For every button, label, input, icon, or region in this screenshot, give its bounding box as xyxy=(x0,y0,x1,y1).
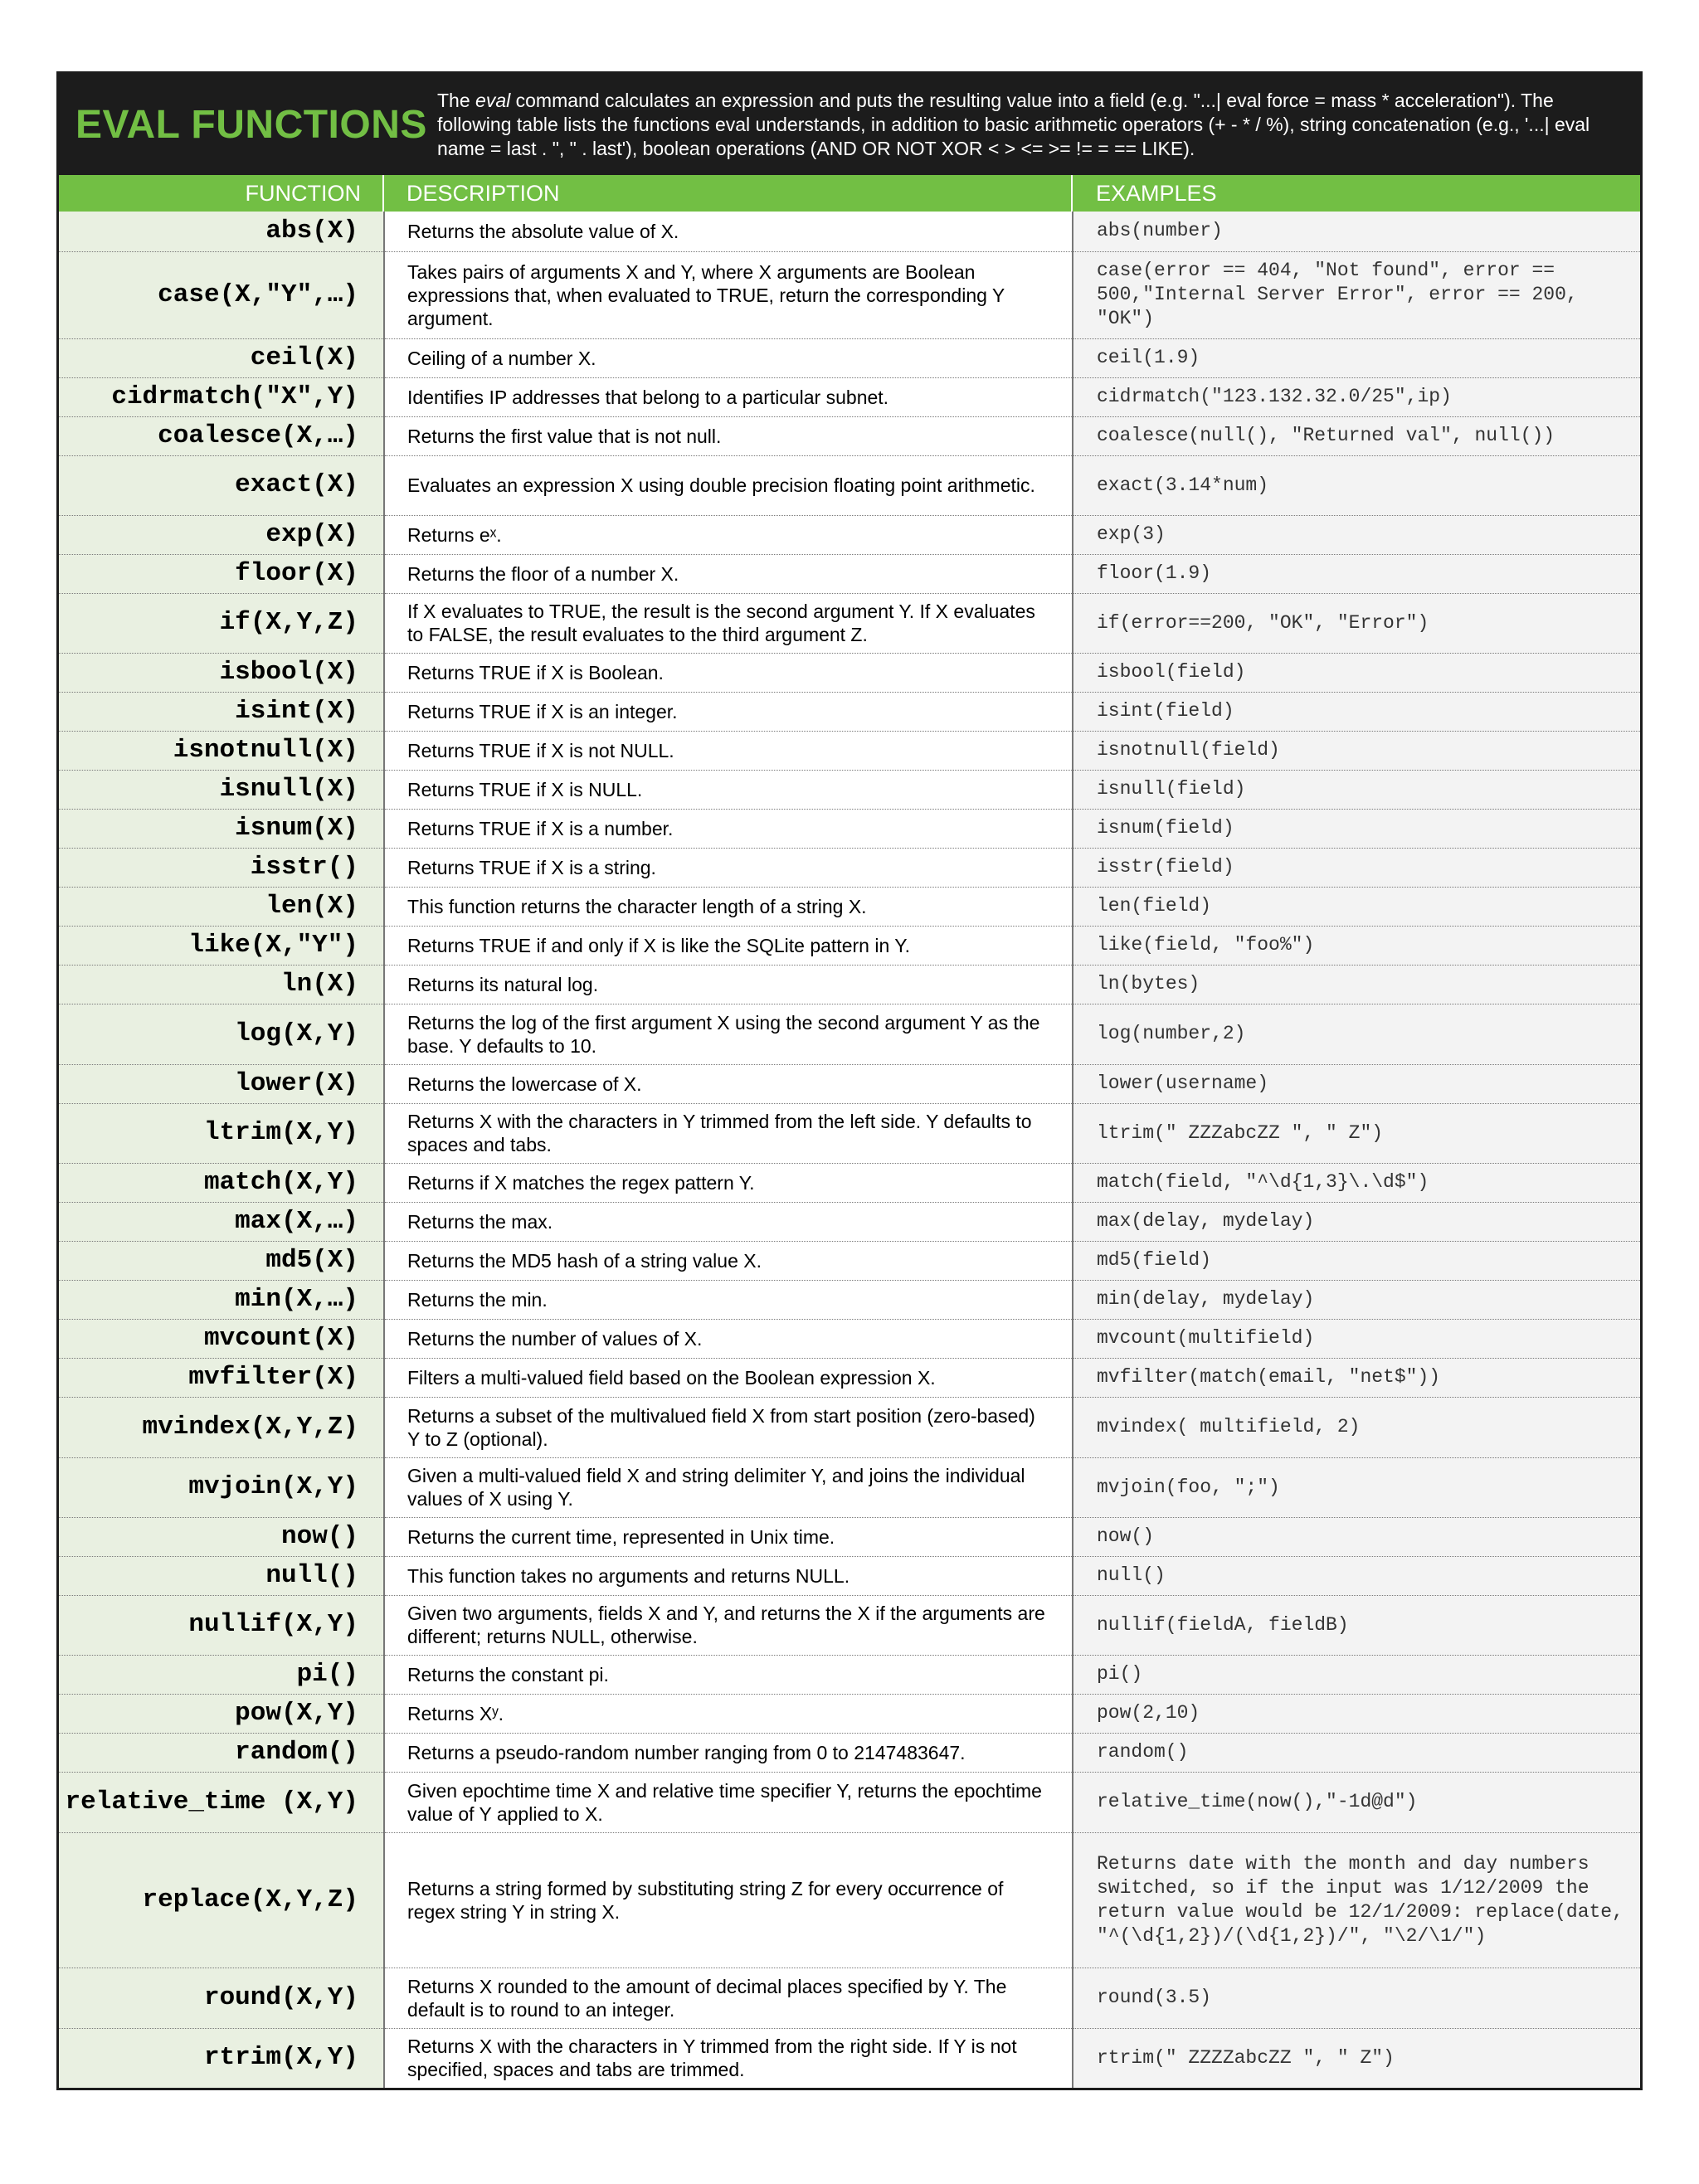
function-cell: min(X,…) xyxy=(59,1280,384,1319)
description-cell: Returns a string formed by substituting string Z for every occurrence of regex string Y in string X. xyxy=(384,1832,1073,1968)
description-cell: This function returns the character length of a string X. xyxy=(384,887,1073,926)
description-cell: Returns the log of the first argument X using the second argument Y as the base. Y defaults to 10. xyxy=(384,1004,1073,1064)
function-cell: exp(X) xyxy=(59,515,384,554)
table-row xyxy=(59,1202,1640,1241)
table-row xyxy=(59,926,1640,965)
column-header-description: DESCRIPTION xyxy=(384,175,1073,212)
table-row xyxy=(59,1163,1640,1202)
table-row xyxy=(59,251,1640,338)
table-row xyxy=(59,1772,1640,1832)
function-cell: case(X,"Y",…) xyxy=(59,251,384,338)
eval-functions-sheet xyxy=(56,71,1643,2090)
table-row xyxy=(59,1655,1640,1694)
function-cell: match(X,Y) xyxy=(59,1163,384,1202)
function-cell: nullif(X,Y) xyxy=(59,1595,384,1655)
example-cell: mvindex( multifield, 2) xyxy=(1073,1397,1640,1457)
example-cell: exp(3) xyxy=(1073,515,1640,554)
function-cell: ceil(X) xyxy=(59,338,384,377)
example-cell: now() xyxy=(1073,1517,1640,1556)
table-row xyxy=(59,692,1640,731)
function-cell: isnum(X) xyxy=(59,809,384,848)
description-cell: Returns the number of values of X. xyxy=(384,1319,1073,1358)
function-cell: md5(X) xyxy=(59,1241,384,1280)
table-row xyxy=(59,1103,1640,1163)
description-cell: Identifies IP addresses that belong to a particular subnet. xyxy=(384,377,1073,416)
description-cell: Returns TRUE if and only if X is like the SQLite pattern in Y. xyxy=(384,926,1073,965)
table-row xyxy=(59,212,1640,251)
table-row xyxy=(59,1004,1640,1064)
description-cell: Returns the MD5 hash of a string value X. xyxy=(384,1241,1073,1280)
example-cell: isint(field) xyxy=(1073,692,1640,731)
example-cell: isnum(field) xyxy=(1073,809,1640,848)
table-row xyxy=(59,1280,1640,1319)
example-cell: random() xyxy=(1073,1733,1640,1772)
function-cell: like(X,"Y") xyxy=(59,926,384,965)
table-row xyxy=(59,1733,1640,1772)
table-row xyxy=(59,515,1640,554)
function-cell: isnotnull(X) xyxy=(59,731,384,770)
intro-pre: The xyxy=(437,89,476,111)
example-cell: isnotnull(field) xyxy=(1073,731,1640,770)
table-row xyxy=(59,1358,1640,1397)
description-cell: Returns a pseudo-random number ranging from 0 to 2147483647. xyxy=(384,1733,1073,1772)
example-cell: relative_time(now(),"-1d@d") xyxy=(1073,1772,1640,1832)
table-row xyxy=(59,554,1640,593)
table-row xyxy=(59,965,1640,1004)
table-row xyxy=(59,653,1640,692)
function-cell: abs(X) xyxy=(59,212,384,251)
function-cell: mvcount(X) xyxy=(59,1319,384,1358)
example-cell: floor(1.9) xyxy=(1073,554,1640,593)
table-row xyxy=(59,1556,1640,1595)
table-row xyxy=(59,593,1640,653)
function-cell: ln(X) xyxy=(59,965,384,1004)
example-cell: ln(bytes) xyxy=(1073,965,1640,1004)
function-cell: isstr() xyxy=(59,848,384,887)
example-cell: null() xyxy=(1073,1556,1640,1595)
intro-em: eval xyxy=(475,89,511,111)
example-cell: ltrim(" ZZZabcZZ ", " Z") xyxy=(1073,1103,1640,1163)
description-cell: Returns if X matches the regex pattern Y. xyxy=(384,1163,1073,1202)
function-cell: len(X) xyxy=(59,887,384,926)
description-cell: Returns the constant pi. xyxy=(384,1655,1073,1694)
function-cell: random() xyxy=(59,1733,384,1772)
example-cell: ceil(1.9) xyxy=(1073,338,1640,377)
example-cell: match(field, "^\d{1,3}\.\d$") xyxy=(1073,1163,1640,1202)
description-cell: Ceiling of a number X. xyxy=(384,338,1073,377)
example-cell: round(3.5) xyxy=(1073,1968,1640,2028)
example-cell: Returns date with the month and day numbers switched, so if the input was 1/12/2009 the return value would be 12/1/2009: replace(date, "^(\d{1,2})/(\d{1,2})/", "\2/\1/") xyxy=(1073,1832,1640,1968)
description-cell: Returns X with the characters in Y trimmed from the left side. Y defaults to spaces and tabs. xyxy=(384,1103,1073,1163)
intro-text xyxy=(437,89,1640,161)
description-cell: Takes pairs of arguments X and Y, where X arguments are Boolean expressions that, when evaluated to TRUE, return the corresponding Y argument. xyxy=(384,251,1073,338)
description-cell: Returns its natural log. xyxy=(384,965,1073,1004)
function-cell: if(X,Y,Z) xyxy=(59,593,384,653)
table-row xyxy=(59,1595,1640,1655)
functions-table xyxy=(59,212,1640,2088)
description-cell: Returns the lowercase of X. xyxy=(384,1064,1073,1103)
function-cell: mvindex(X,Y,Z) xyxy=(59,1397,384,1457)
function-cell: now() xyxy=(59,1517,384,1556)
example-cell: pi() xyxy=(1073,1655,1640,1694)
example-cell: abs(number) xyxy=(1073,212,1640,251)
description-cell: Filters a multi-valued field based on the Boolean expression X. xyxy=(384,1358,1073,1397)
example-cell: mvcount(multifield) xyxy=(1073,1319,1640,1358)
description-cell: This function takes no arguments and returns NULL. xyxy=(384,1556,1073,1595)
example-cell: cidrmatch("123.132.32.0/25",ip) xyxy=(1073,377,1640,416)
function-cell: mvfilter(X) xyxy=(59,1358,384,1397)
example-cell: pow(2,10) xyxy=(1073,1694,1640,1733)
example-cell: isnull(field) xyxy=(1073,770,1640,809)
description-cell: Given epochtime time X and relative time specifier Y, returns the epochtime value of Y applied to X. xyxy=(384,1772,1073,1832)
description-cell: Returns Xʸ. xyxy=(384,1694,1073,1733)
title-bar xyxy=(59,74,1640,175)
table-row xyxy=(59,338,1640,377)
example-cell: rtrim(" ZZZZabcZZ ", " Z") xyxy=(1073,2028,1640,2088)
description-cell: Returns the absolute value of X. xyxy=(384,212,1073,251)
description-cell: Returns TRUE if X is an integer. xyxy=(384,692,1073,731)
table-row xyxy=(59,377,1640,416)
function-cell: relative_time (X,Y) xyxy=(59,1772,384,1832)
example-cell: isbool(field) xyxy=(1073,653,1640,692)
example-cell: mvfilter(match(email, "net$")) xyxy=(1073,1358,1640,1397)
description-cell: Returns the min. xyxy=(384,1280,1073,1319)
example-cell: case(error == 404, "Not found", error == 500,"Internal Server Error", error == 200, "OK") xyxy=(1073,251,1640,338)
example-cell: if(error==200, "OK", "Error") xyxy=(1073,593,1640,653)
example-cell: isstr(field) xyxy=(1073,848,1640,887)
table-row xyxy=(59,416,1640,455)
column-header-examples: EXAMPLES xyxy=(1096,180,1217,206)
function-cell: round(X,Y) xyxy=(59,1968,384,2028)
example-cell: lower(username) xyxy=(1073,1064,1640,1103)
example-cell: mvjoin(foo, ";") xyxy=(1073,1457,1640,1517)
description-cell: Returns X rounded to the amount of decimal places specified by Y. The default is to round to an integer. xyxy=(384,1968,1073,2028)
description-cell: Evaluates an expression X using double precision floating point arithmetic. xyxy=(384,455,1073,515)
table-row xyxy=(59,455,1640,515)
description-cell: Returns the first value that is not null. xyxy=(384,416,1073,455)
table-row xyxy=(59,1517,1640,1556)
example-cell: exact(3.14*num) xyxy=(1073,455,1640,515)
function-cell: exact(X) xyxy=(59,455,384,515)
table-row xyxy=(59,1832,1640,1968)
example-cell: max(delay, mydelay) xyxy=(1073,1202,1640,1241)
description-cell: Returns TRUE if X is a string. xyxy=(384,848,1073,887)
table-row xyxy=(59,809,1640,848)
description-cell: Returns eˣ. xyxy=(384,515,1073,554)
description-cell: Given two arguments, fields X and Y, and returns the X if the arguments are different; returns NULL, otherwise. xyxy=(384,1595,1073,1655)
example-cell: nullif(fieldA, fieldB) xyxy=(1073,1595,1640,1655)
column-header-function: FUNCTION xyxy=(59,175,384,212)
example-cell: coalesce(null(), "Returned val", null()) xyxy=(1073,416,1640,455)
example-cell: min(delay, mydelay) xyxy=(1073,1280,1640,1319)
table-row xyxy=(59,731,1640,770)
description-cell: Returns the current time, represented in Unix time. xyxy=(384,1517,1073,1556)
table-row xyxy=(59,848,1640,887)
function-cell: lower(X) xyxy=(59,1064,384,1103)
description-cell: Returns the floor of a number X. xyxy=(384,554,1073,593)
table-row xyxy=(59,1968,1640,2028)
function-cell: coalesce(X,…) xyxy=(59,416,384,455)
table-row xyxy=(59,770,1640,809)
function-cell: isint(X) xyxy=(59,692,384,731)
table-row xyxy=(59,1241,1640,1280)
function-cell: mvjoin(X,Y) xyxy=(59,1457,384,1517)
function-cell: isbool(X) xyxy=(59,653,384,692)
function-cell: pi() xyxy=(59,1655,384,1694)
example-cell: log(number,2) xyxy=(1073,1004,1640,1064)
function-cell: floor(X) xyxy=(59,554,384,593)
table-row xyxy=(59,1457,1640,1517)
description-cell: If X evaluates to TRUE, the result is the second argument Y. If X evaluates to FALSE, the result evaluates to the third argument Z. xyxy=(384,593,1073,653)
function-cell: max(X,…) xyxy=(59,1202,384,1241)
description-cell: Returns TRUE if X is a number. xyxy=(384,809,1073,848)
table-row xyxy=(59,887,1640,926)
description-cell: Returns a subset of the multivalued field X from start position (zero-based) Y to Z (optional). xyxy=(384,1397,1073,1457)
function-cell: replace(X,Y,Z) xyxy=(59,1832,384,1968)
table-row xyxy=(59,1064,1640,1103)
table-row xyxy=(59,2028,1640,2088)
page-title: EVAL FUNCTIONS xyxy=(75,102,427,147)
description-cell: Returns TRUE if X is NULL. xyxy=(384,770,1073,809)
description-cell: Returns the max. xyxy=(384,1202,1073,1241)
table-row xyxy=(59,1694,1640,1733)
function-cell: pow(X,Y) xyxy=(59,1694,384,1733)
example-cell: md5(field) xyxy=(1073,1241,1640,1280)
description-cell: Returns TRUE if X is not NULL. xyxy=(384,731,1073,770)
example-cell: len(field) xyxy=(1073,887,1640,926)
description-cell: Returns X with the characters in Y trimmed from the right side. If Y is not specified, spaces and tabs are trimmed. xyxy=(384,2028,1073,2088)
function-cell: rtrim(X,Y) xyxy=(59,2028,384,2088)
function-cell: null() xyxy=(59,1556,384,1595)
function-cell: ltrim(X,Y) xyxy=(59,1103,384,1163)
function-cell: cidrmatch("X",Y) xyxy=(59,377,384,416)
column-header xyxy=(59,175,1640,212)
example-cell: like(field, "foo%") xyxy=(1073,926,1640,965)
table-row xyxy=(59,1319,1640,1358)
table-row xyxy=(59,1397,1640,1457)
function-cell: log(X,Y) xyxy=(59,1004,384,1064)
intro-post: command calculates an expression and puts the resulting value into a field (e.g. "...| eval force = mass * acceleration"). The following table lists the functions eval understands, in addition to basic arithmetic operators (+ - * / %), string concatenation (e.g., '...| eval name = last . ", " . last'), boolean operations (AND OR NOT XOR < > <= >= != = == LIKE). xyxy=(437,89,1590,159)
function-cell: isnull(X) xyxy=(59,770,384,809)
description-cell: Given a multi-valued field X and string delimiter Y, and joins the individual values of X using Y. xyxy=(384,1457,1073,1517)
description-cell: Returns TRUE if X is Boolean. xyxy=(384,653,1073,692)
